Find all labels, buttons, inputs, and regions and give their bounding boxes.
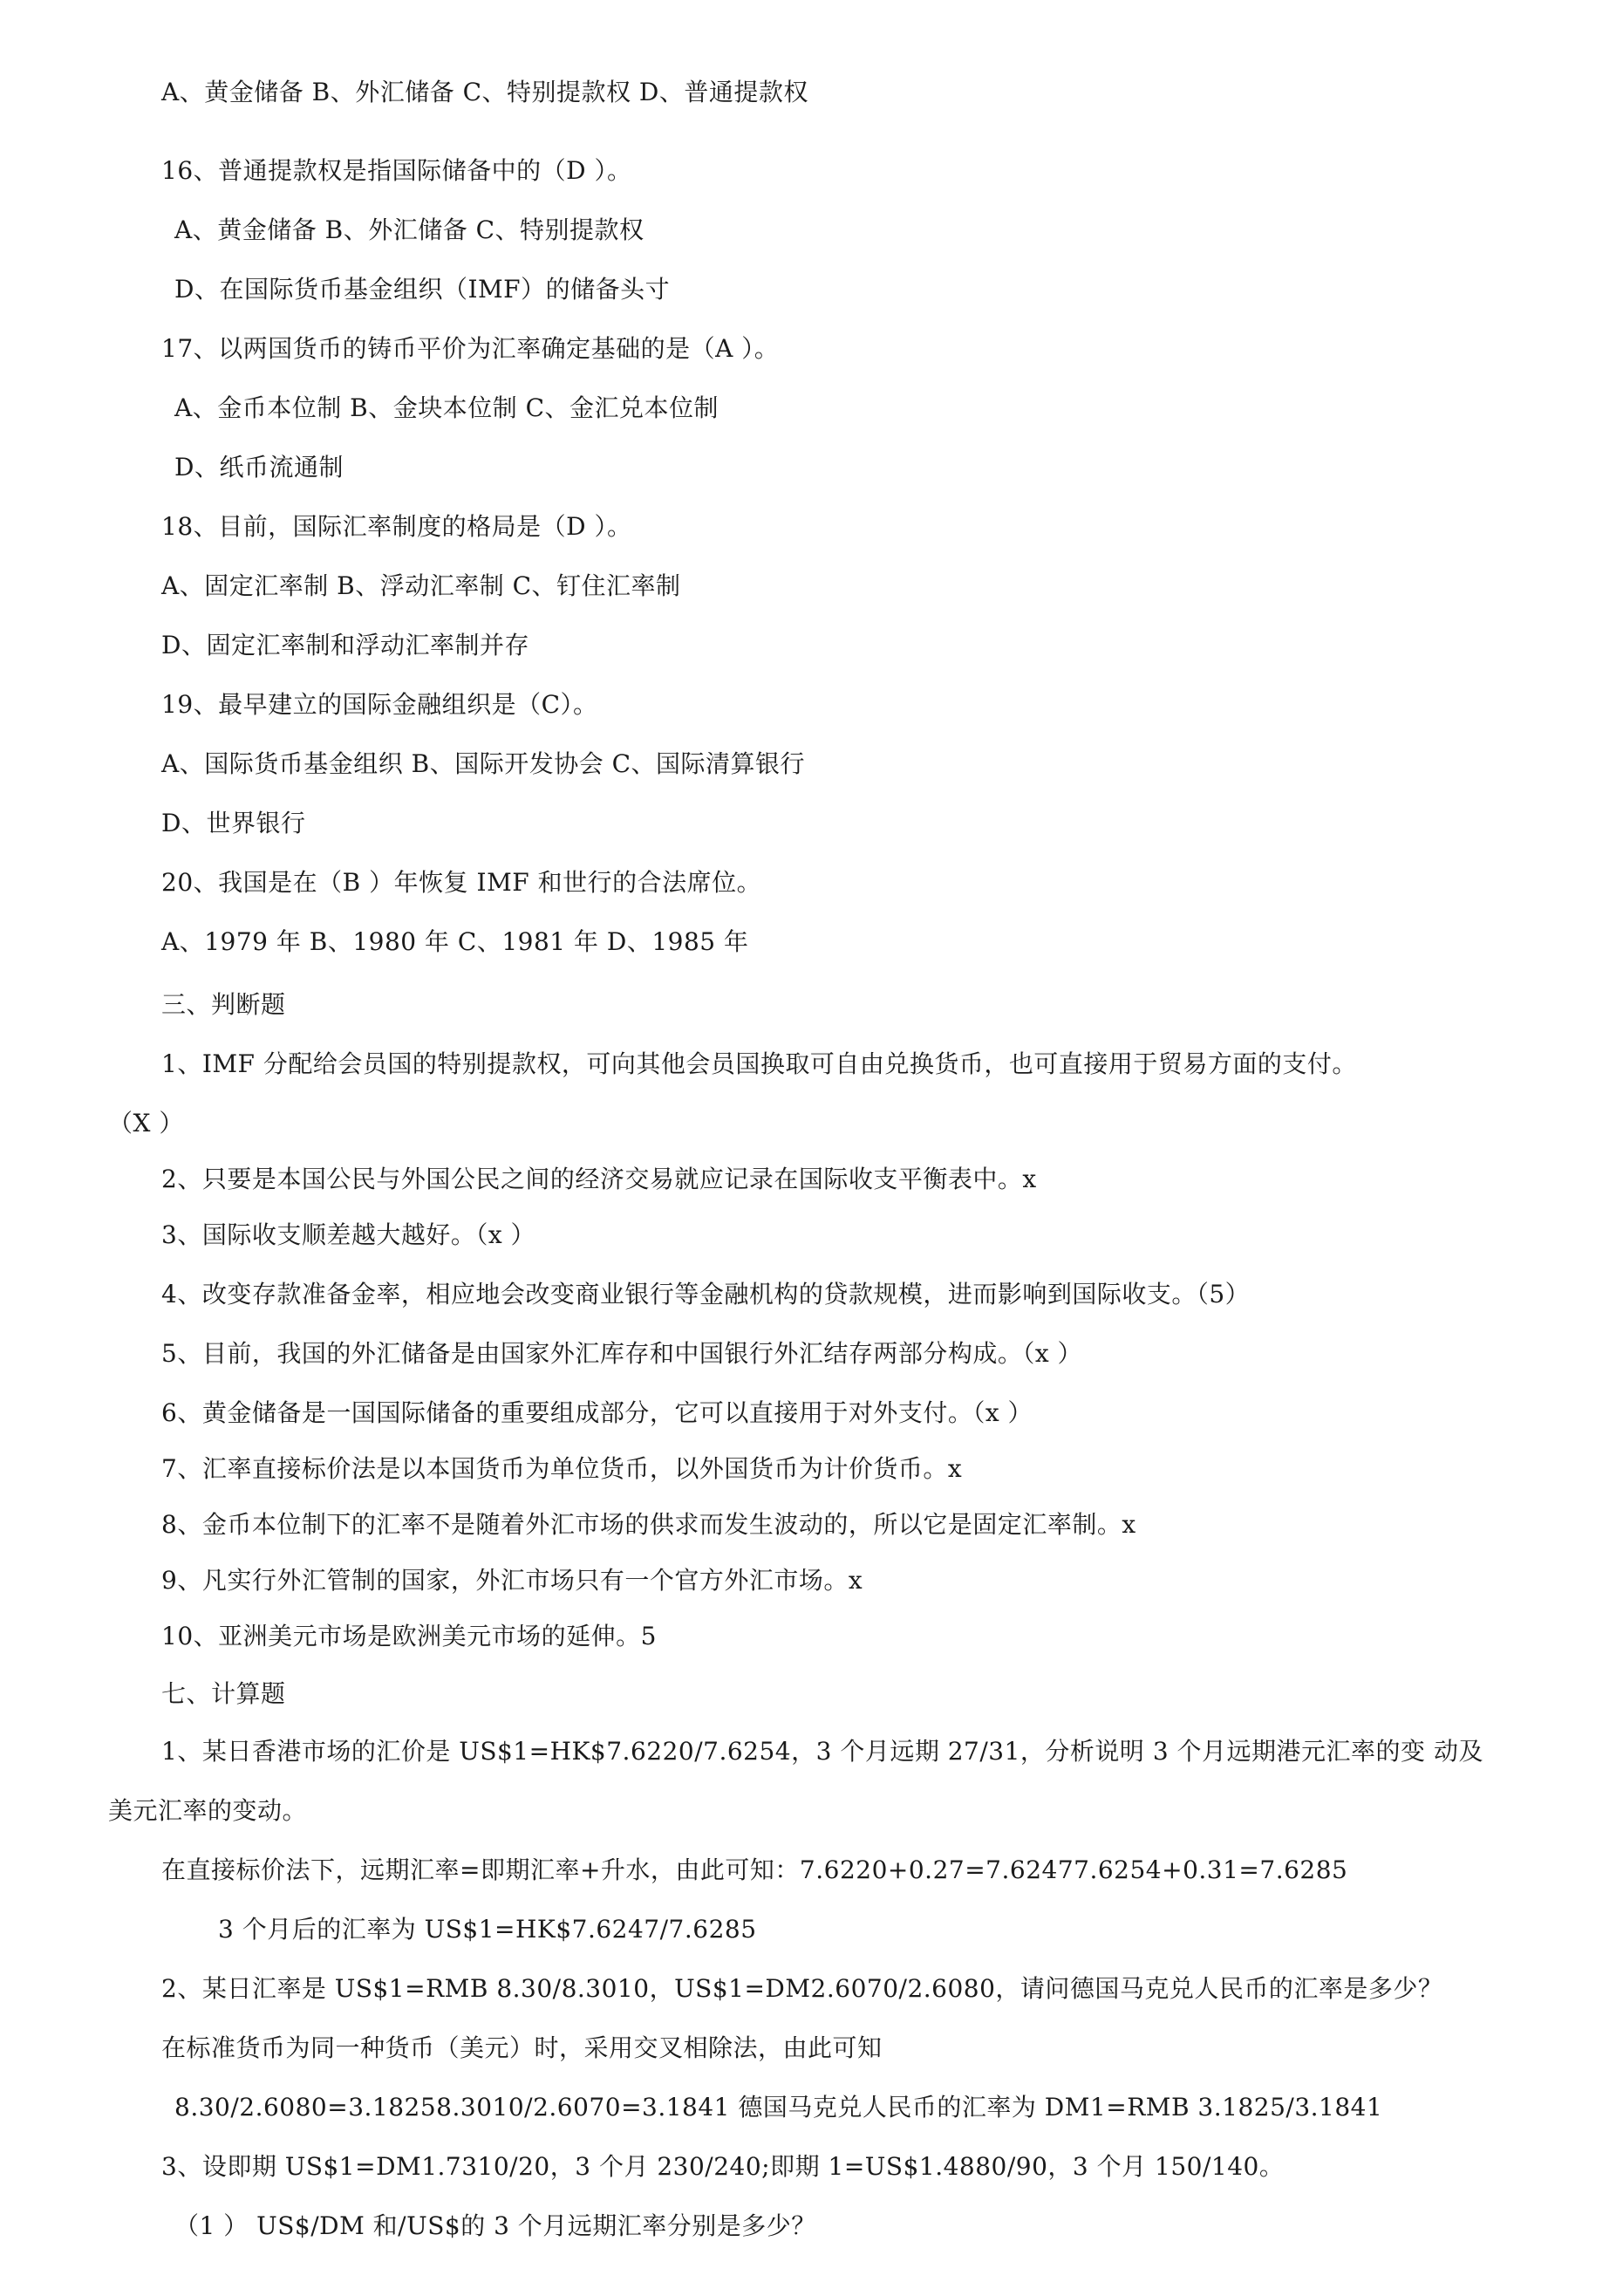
- option-line: A、黄金储备 B、外汇储备 C、特别提款权 D、普通提款权: [161, 78, 808, 106]
- statement-line: 3、国际收支顺差越大越好。（x ）: [161, 1220, 536, 1249]
- calculation-answer: 8.30/2.6080=3.18258.3010/2.6070=3.1841 德国马克兑人民币的汇率为 DM1=RMB 3.1825/3.1841: [174, 2093, 1383, 2122]
- statement-line: 9、凡实行外汇管制的国家，外汇市场只有一个官方外汇市场。x: [161, 1566, 863, 1595]
- statement-line: 6、黄金储备是一国国际储备的重要组成部分，它可以直接用于对外支付。（x ）: [161, 1398, 1033, 1427]
- option-line: D、固定汇率制和浮动汇率制并存: [161, 631, 529, 659]
- question-line: 19、最早建立的国际金融组织是（C）。: [161, 690, 598, 719]
- calculation-question: 1、某日香港市场的汇价是 US$1=HK$7.6220/7.6254，3 个月远期 27/31，分析说明 3 个月远期港元汇率的变 动及: [161, 1737, 1483, 1766]
- calculation-question: （1 ） US$/DM 和/US$的 3 个月远期汇率分别是多少？: [174, 2211, 816, 2240]
- option-line: A、1979 年 B、1980 年 C、1981 年 D、1985 年: [161, 927, 749, 956]
- question-line: 17、以两国货币的铸币平价为汇率确定基础的是（A ）。: [161, 334, 780, 363]
- statement-line: 4、改变存款准备金率，相应地会改变商业银行等金融机构的贷款规模，进而影响到国际收支。（5）: [161, 1280, 1251, 1309]
- question-line: 18、目前，国际汇率制度的格局是（D ）。: [161, 512, 632, 541]
- calculation-question: 2、某日汇率是 US$1=RMB 8.30/8.3010，US$1=DM2.6070/2.6080，请问德国马克兑人民币的汇率是多少？: [161, 1974, 1443, 2003]
- calculation-answer: 在标准货币为同一种货币（美元）时，采用交叉相除法，由此可知: [161, 2033, 883, 2062]
- statement-line: 2、只要是本国公民与外国公民之间的经济交易就应记录在国际收支平衡表中。x: [161, 1165, 1037, 1193]
- option-line: A、国际货币基金组织 B、国际开发协会 C、国际清算银行: [161, 749, 806, 778]
- option-line: A、金币本位制 B、金块本位制 C、金汇兑本位制: [174, 393, 719, 422]
- question-line: 20、我国是在（B ）年恢复 IMF 和世行的合法席位。: [161, 868, 762, 897]
- statement-line: 8、金币本位制下的汇率不是随着外汇市场的供求而发生波动的，所以它是固定汇率制。x: [161, 1510, 1136, 1539]
- statement-line: 10、亚洲美元市场是欧洲美元市场的延伸。5: [161, 1622, 657, 1650]
- option-line: D、世界银行: [161, 809, 306, 837]
- option-line: D、纸币流通制: [174, 453, 344, 482]
- section-heading: 七、计算题: [161, 1679, 286, 1708]
- statement-line: 5、目前，我国的外汇储备是由国家外汇库存和中国银行外汇结存两部分构成。（x ）: [161, 1339, 1083, 1368]
- calculation-answer: 在直接标价法下，远期汇率=即期汇率+升水，由此可知：7.6220+0.27=7.62477.6254+0.31=7.6285: [161, 1855, 1348, 1884]
- calculation-answer: 3 个月后的汇率为 US$1=HK$7.6247/7.6285: [218, 1915, 757, 1944]
- statement-line: 1、IMF 分配给会员国的特别提款权，可向其他会员国换取可自由兑换货币，也可直接用于贸易方面的支付。: [161, 1049, 1357, 1078]
- option-line: D、在国际货币基金组织（IMF）的储备头寸: [174, 275, 671, 304]
- question-line: 16、普通提款权是指国际储备中的（D ）。: [161, 156, 632, 185]
- option-line: A、黄金储备 B、外汇储备 C、特别提款权: [174, 215, 644, 244]
- calculation-question: 美元汇率的变动。: [108, 1796, 308, 1825]
- calculation-question: 3、设即期 US$1=DM1.7310/20，3 个月 230/240;即期 1=US$1.4880/90，3 个月 150/140。: [161, 2152, 1285, 2181]
- section-heading: 三、判断题: [161, 990, 286, 1019]
- statement-line: 7、汇率直接标价法是以本国货币为单位货币，以外国货币为计价货币。x: [161, 1454, 963, 1483]
- answer-line: （X ）: [108, 1109, 184, 1138]
- option-line: A、固定汇率制 B、浮动汇率制 C、钉住汇率制: [161, 571, 681, 600]
